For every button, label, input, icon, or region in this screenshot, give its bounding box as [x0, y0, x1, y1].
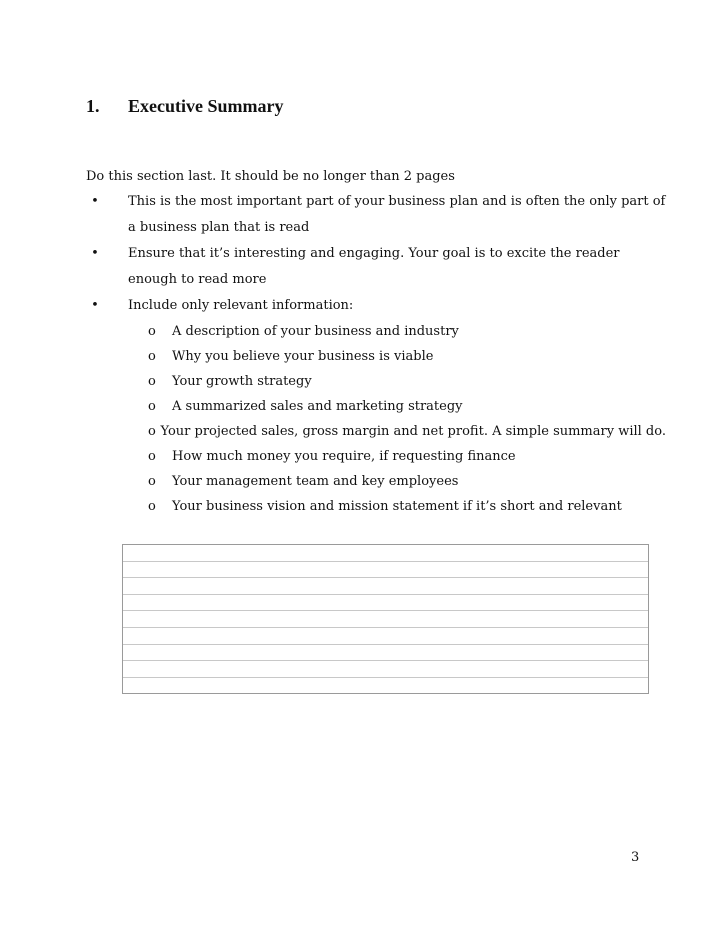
sub-bullet-icon: o: [148, 399, 156, 414]
sub-bullet-text: Why you believe your business is viable: [172, 349, 434, 364]
sub-bullet-item: [148, 444, 666, 469]
sub-bullet-item: [148, 419, 666, 444]
sub-bullet-icon: o: [148, 324, 156, 339]
intro-text: Do this section last. It should be no longer than 2 pages: [86, 169, 455, 184]
bullet-text: Ensure that it’s interesting and engaging. Your goal is to excite the reader enough to read more: [128, 246, 620, 287]
table-row[interactable]: [123, 562, 648, 579]
table-row[interactable]: [123, 661, 648, 678]
section-number: 1.: [86, 96, 100, 116]
sub-bullet-icon: o: [148, 499, 156, 514]
sub-bullet-icon: o: [148, 374, 156, 389]
sub-bullet-icon: o: [148, 424, 156, 439]
table-row[interactable]: [123, 545, 648, 562]
sub-bullet-text: Your business vision and mission statement if it’s short and relevant: [172, 499, 622, 514]
bullet-icon: •: [91, 298, 99, 313]
writing-table[interactable]: [122, 544, 649, 694]
bullet-icon: •: [91, 246, 99, 261]
table-row[interactable]: [123, 611, 648, 628]
table-row[interactable]: [123, 578, 648, 595]
sub-bullet-text: A summarized sales and marketing strategy: [172, 399, 463, 414]
sub-bullet-item: [148, 394, 666, 419]
sub-bullet-list: [148, 319, 666, 519]
bullet-text: Include only relevant information:: [128, 298, 354, 313]
bullet-list: [86, 189, 666, 519]
sub-bullet-item: [148, 344, 666, 369]
sub-bullet-icon: o: [148, 474, 156, 489]
sub-bullet-icon: o: [148, 349, 156, 364]
sub-bullet-text: A description of your business and industry: [172, 324, 459, 339]
bullet-icon: •: [91, 194, 99, 209]
sub-bullet-text: Your management team and key employees: [172, 474, 459, 489]
bullet-item: [86, 293, 666, 319]
bullet-item: [86, 241, 666, 293]
sub-bullet-text: Your growth strategy: [172, 374, 312, 389]
section-title: Executive Summary: [128, 96, 284, 116]
bullet-item: [86, 189, 666, 241]
page-number: 3: [631, 850, 640, 865]
sub-bullet-icon: o: [148, 449, 156, 464]
sub-bullet-item: [148, 494, 666, 519]
table-row[interactable]: [123, 628, 648, 645]
bullet-text: This is the most important part of your business plan and is often the only part of a business plan that is read: [128, 194, 666, 235]
table-row[interactable]: [123, 645, 648, 662]
table-row[interactable]: [123, 595, 648, 612]
sub-bullet-item: [148, 319, 666, 344]
sub-bullet-text: How much money you require, if requesting finance: [172, 449, 516, 464]
section-heading: [86, 96, 283, 117]
sub-bullet-item: [148, 469, 666, 494]
sub-bullet-text: Your projected sales, gross margin and net profit. A simple summary will do.: [160, 424, 666, 439]
table-row[interactable]: [123, 678, 648, 695]
sub-bullet-item: [148, 369, 666, 394]
